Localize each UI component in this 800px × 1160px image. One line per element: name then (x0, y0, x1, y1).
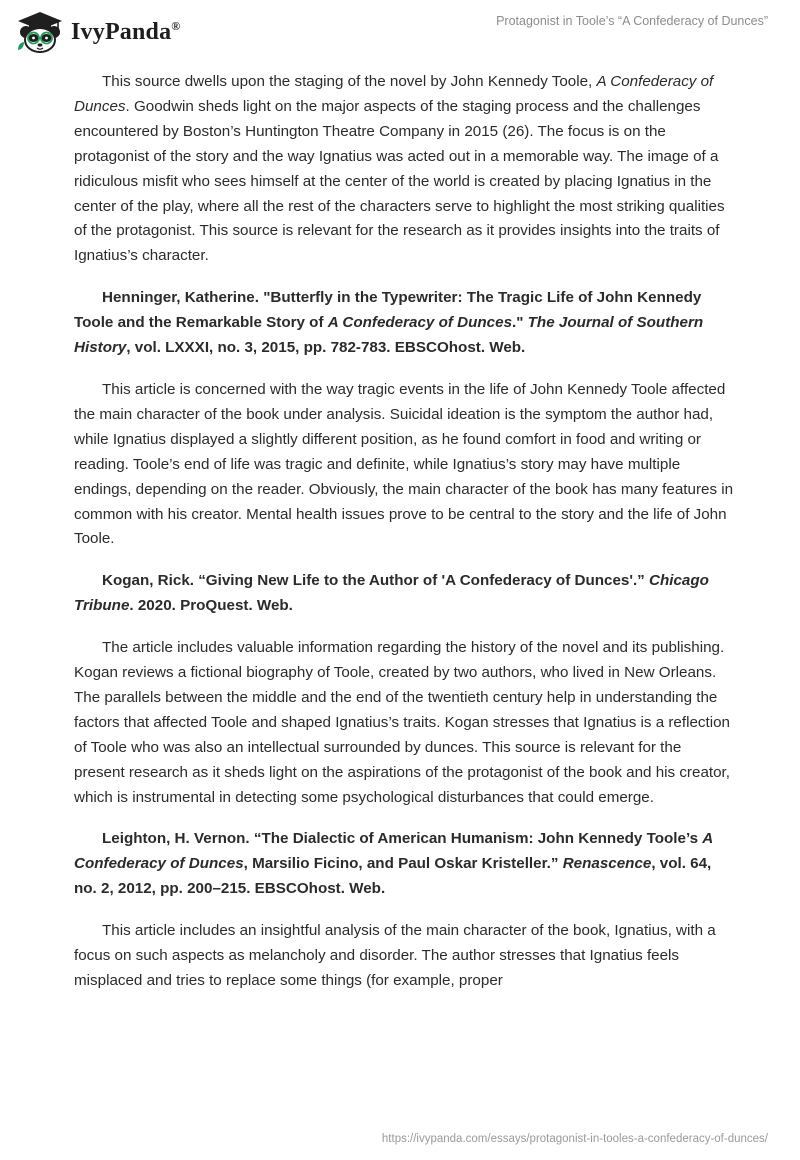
book-title: A Confederacy of Dunces (327, 314, 513, 332)
panda-graduate-icon (14, 10, 66, 54)
paragraph-leighton-summary: This article includes an insightful analysis of the main character of the book, Ignatius, with a focus on such aspects as melancholy and disorder. The author stresses that Ignatius feels misplaced and tries to replace some things (for example, proper (74, 922, 716, 989)
citation-kogan: Kogan, Rick. “Giving New Life to the Author of 'A Confederacy of Dunces'.” Chicago Tribune. 2020. ProQuest. Web. (74, 572, 709, 615)
brand-name: IvyPanda® (71, 18, 181, 45)
citation-leighton: Leighton, H. Vernon. “The Dialectic of American Humanism: John Kennedy Toole’s A Confederacy of Dunces, Marsilio Ficino, and Paul Oskar Kristeller.” Renascence, vol. 64, no. 2, 2012, pp. 200–215. EBSCOhost. Web. (74, 830, 713, 898)
page-header (0, 0, 800, 64)
paragraph-kogan-summary: The article includes valuable information regarding the history of the novel and its publishing. Kogan reviews a fictional biography of Toole, created by two authors, who lived in New Orleans. The parallels between the middle and the end of the twentieth century help in understanding the factors that affected Toole and shaped Ignatius’s traits. Kogan stresses that Ignatius is a reflection of Toole who was also an intellectual surrounded by dunces. This source is relevant for the present research as it sheds light on the aspirations of the protagonist of the book and his creator, which is instrumental in detecting some psychological disturbances that could emerge. (74, 639, 730, 806)
paragraph-henninger-summary: This article is concerned with the way tragic events in the life of John Kennedy Toole affected the main character of the book under analysis. Suicidal ideation is the symptom the author had, while Ignatius displayed a slightly different position, as he found comfort in food and writing or reading. Toole’s end of life was tragic and definite, while Ignatius’s story may have multiple endings, depending on the reader. Obviously, the main character of the book has many features in common with his creator. Mental health issues prove to be central to the story and the life of John Toole. (74, 380, 734, 548)
journal-title: The Journal of Southern History (74, 314, 704, 357)
citation-henninger: Henninger, Katherine. "Butterfly in the Typewriter: The Tragic Life of John Kennedy Toole and the Remarkable Story of A Confederacy of Dunces." The Journal of Southern History, vol. LXXXI, no. 3, 2015, pp. 782-783. EBSCOhost. Web. (74, 289, 704, 357)
registered-mark: ® (171, 18, 181, 33)
paragraph-goodwin-summary: This source dwells upon the staging of the novel by John Kennedy Toole, A Confederacy of Dunces. Goodwin sheds light on the major aspects of the staging process and the challenges encountered by Boston’s Huntington Theatre Company in 2015 (26). The focus is on the protagonist of the story and the way Ignatius was acted out in a memorable way. The image of a ridiculous misfit who sees himself at the center of the world is created by placing Ignatius in the center of the play, where all the rest of the characters serve to highlight the most striking qualities of the protagonist. This source is relevant for the research as it provides insights into the traits of Ignatius’s character. (74, 73, 725, 265)
ivypanda-logo[interactable] (14, 10, 180, 54)
document-title: Protagonist in Toole’s “A Confederacy of Dunces” (496, 14, 768, 28)
journal-title: Renascence (562, 855, 652, 873)
book-title: A Confederacy of Dunces (74, 830, 713, 873)
book-title: A Confederacy of Dunces (74, 73, 714, 115)
newspaper-title: Chicago Tribune (74, 572, 709, 615)
essay-content (74, 70, 734, 994)
page-url-link[interactable]: https://ivypanda.com/essays/protagonist-in-tooles-a-confederacy-of-dunces/ (381, 1133, 768, 1145)
